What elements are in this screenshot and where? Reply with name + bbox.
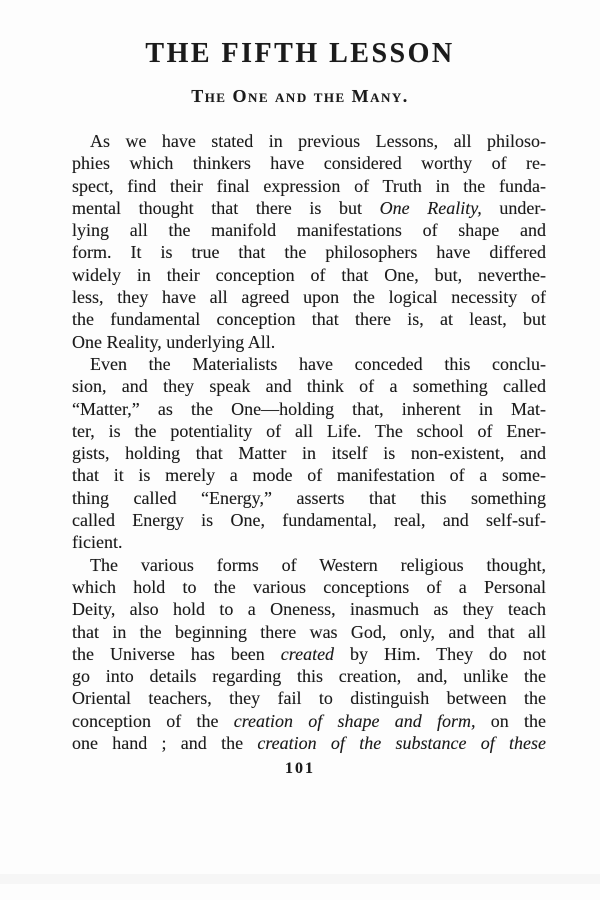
text-line: [72, 375, 546, 397]
text-line: [72, 264, 546, 286]
text-segment: phies which thinkers have considered worthy of re-: [72, 153, 546, 174]
text-segment: under-: [481, 197, 546, 218]
text-segment: by Him. They do not: [334, 643, 546, 664]
italic-text-segment: created: [280, 643, 335, 664]
text-line: [72, 531, 546, 553]
text-line: [72, 665, 546, 687]
text-line: [72, 241, 546, 263]
text-segment: less, they have all agreed upon the logical necessity of: [72, 287, 546, 308]
text-line: [72, 621, 546, 643]
text-line: [72, 598, 546, 620]
text-segment: The various forms of Western religious thought,: [90, 554, 546, 575]
italic-text-segment: creation of shape and form,: [233, 710, 476, 731]
text-line: [72, 353, 546, 375]
text-segment: lying all the manifold manifestations of shape and: [72, 220, 546, 241]
scan-artifact-band: [0, 874, 600, 884]
text-segment: As we have stated in previous Lessons, all philoso-: [90, 131, 546, 151]
text-line: [72, 710, 546, 732]
text-line: [72, 152, 546, 174]
page-title: THE FIFTH LESSON: [145, 38, 455, 69]
text-line: [72, 732, 546, 754]
text-segment: which hold to the various conceptions of a Personal: [72, 576, 546, 597]
text-segment: “Matter,” as the One—holding that, inherent in Mat-: [72, 398, 546, 419]
text-line: [72, 554, 546, 576]
text-line: [72, 487, 546, 509]
text-line: [72, 130, 546, 152]
text-line: [72, 509, 546, 531]
text-segment: that it is merely a mode of manifestation of a some-: [72, 465, 546, 486]
text-segment: ter, is the potentiality of all Life. The school of Ener-: [72, 420, 546, 441]
text-line: [72, 398, 546, 420]
text-segment: ficient.: [72, 532, 123, 553]
text-segment: sion, and they speak and think of a something called: [72, 376, 546, 397]
text-line: [72, 219, 546, 241]
text-segment: go into details regarding this creation, and, unlike the: [72, 666, 546, 687]
text-segment: called Energy is One, fundamental, real, and self-suf-: [72, 510, 546, 531]
text-line: [72, 464, 546, 486]
text-segment: Deity, also hold to a Oneness, inasmuch as they teach: [72, 599, 546, 620]
paragraph: [72, 130, 546, 353]
text-segment: widely in their conception of that One, but, neverthe-: [72, 264, 546, 285]
text-segment: One Reality, underlying All.: [72, 331, 276, 352]
text-line: [72, 175, 546, 197]
paragraph: [72, 554, 546, 755]
text-line: [72, 576, 546, 598]
italic-text-segment: creation of the substance of these: [257, 733, 546, 754]
text-segment: Even the Materialists have conceded this conclu-: [90, 353, 546, 374]
text-line: [72, 442, 546, 464]
text-segment: Oriental teachers, they fail to distinguish between the: [72, 688, 546, 709]
text-line: [72, 687, 546, 709]
text-segment: gists, holding that Matter in itself is non-existent, and: [72, 443, 546, 464]
text-line: [72, 286, 546, 308]
text-line: [72, 308, 546, 330]
italic-text-segment: One Reality,: [379, 197, 482, 218]
page-number: 101: [285, 760, 315, 777]
text-segment: conception of the: [72, 710, 234, 731]
text-segment: on the: [475, 710, 546, 731]
text-line: [72, 197, 546, 219]
text-segment: form. It is true that the philosophers have differed: [72, 242, 546, 263]
text-segment: spect, find their final expression of Truth in the funda-: [72, 175, 546, 196]
text-line: [72, 420, 546, 442]
text-segment: thing called “Energy,” asserts that this something: [72, 487, 546, 508]
text-segment: the Universe has been: [72, 643, 281, 664]
text-line: [72, 331, 546, 353]
text-segment: mental thought that there is but: [72, 197, 380, 218]
text-segment: the fundamental conception that there is, at least, but: [72, 309, 546, 330]
page-subtitle: The One and the Many.: [191, 86, 409, 106]
text-segment: one hand ; and the: [72, 733, 258, 754]
text-line: [72, 643, 546, 665]
paragraph: [72, 353, 546, 554]
text-segment: that in the beginning there was God, only, and that all: [72, 621, 546, 642]
body-text: [72, 130, 546, 754]
